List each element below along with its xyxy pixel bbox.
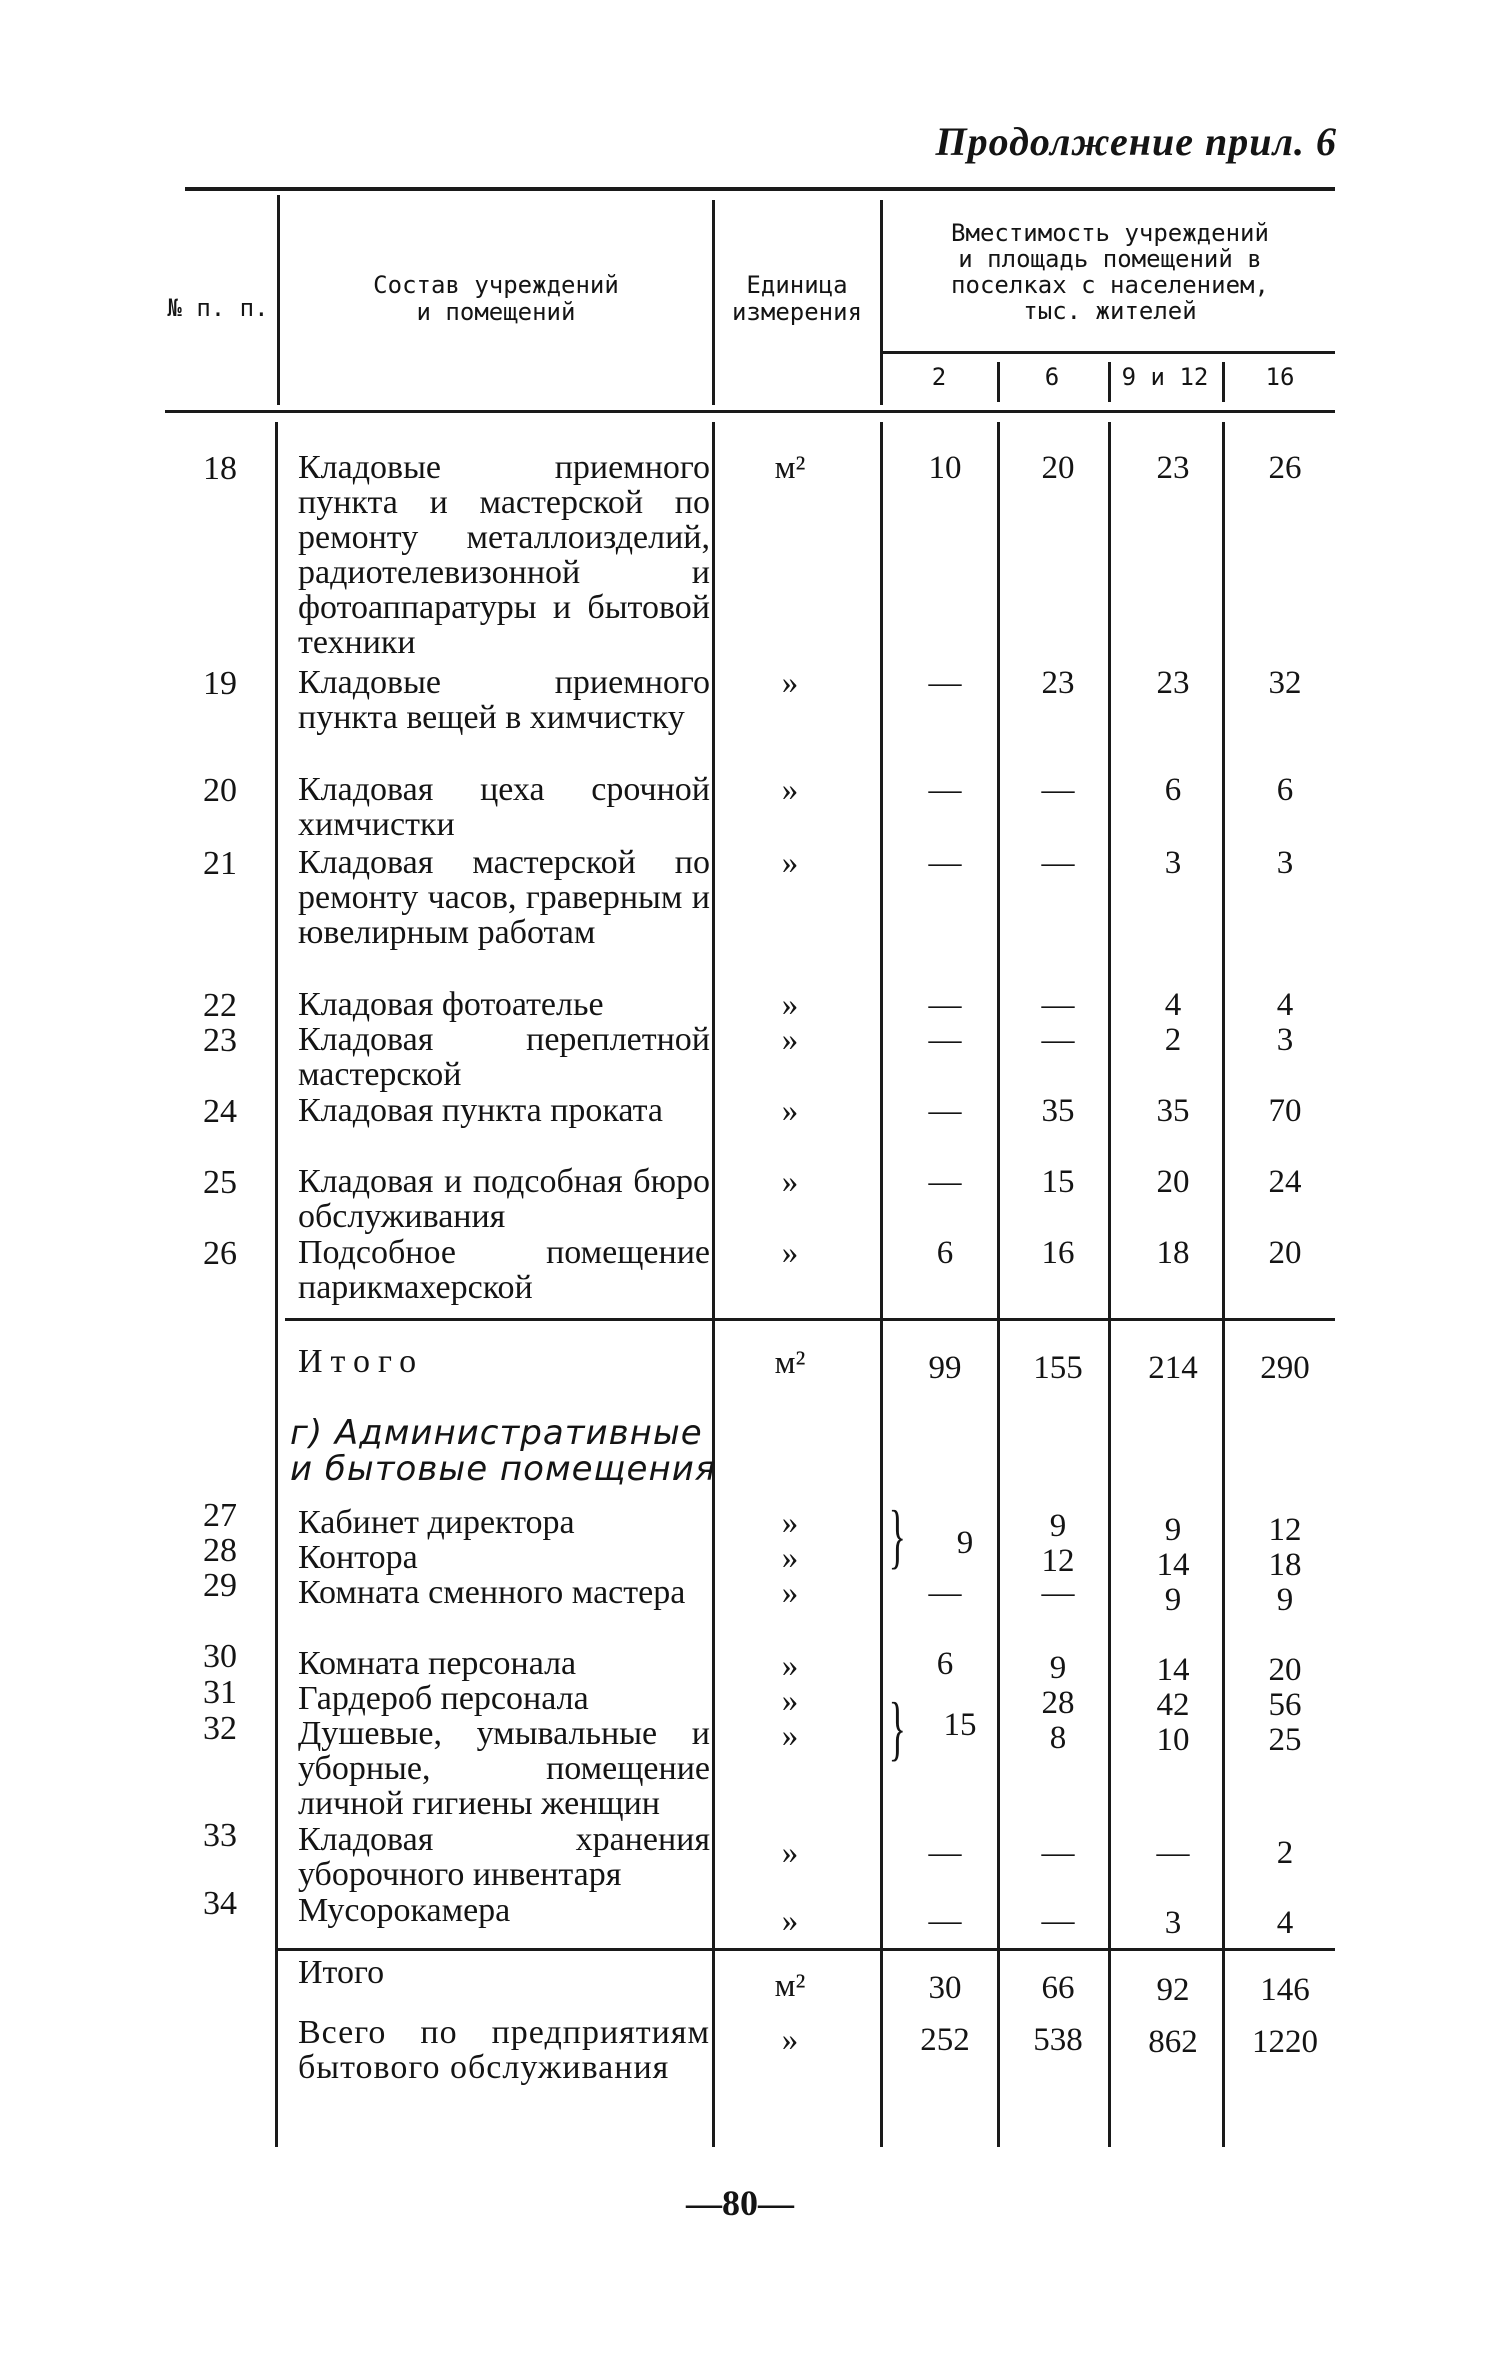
row-val-9-12: 23 xyxy=(1156,665,1190,701)
header-capacity-2: и площадь помещений в xyxy=(958,245,1262,273)
row-val-9-12: 4 xyxy=(1164,987,1182,1023)
row-val-6: 20 xyxy=(1041,450,1075,486)
row-val-9-12: 20 xyxy=(1156,1164,1190,1200)
row-val-6: 9 xyxy=(1049,1650,1067,1686)
row-num: 27 xyxy=(203,1497,237,1534)
row-val-16: 26 xyxy=(1268,450,1302,486)
row-val-6: 28 xyxy=(1041,1685,1075,1721)
grand-total-val-9-12: 862 xyxy=(1148,2024,1198,2060)
row-val-16: 2 xyxy=(1276,1835,1294,1871)
row-val-2: — xyxy=(928,1835,962,1871)
row-val-16: 12 xyxy=(1268,1512,1302,1548)
row-val-9-12: 14 xyxy=(1156,1652,1190,1688)
row-desc: Комната персонала xyxy=(298,1645,577,1682)
row-val-16: 6 xyxy=(1276,772,1294,808)
row-unit: » xyxy=(781,772,799,808)
row-val-16: 25 xyxy=(1268,1722,1302,1758)
row-val-6: — xyxy=(1041,772,1075,808)
row-val-9-12: 3 xyxy=(1164,1905,1182,1941)
row-unit: » xyxy=(781,987,799,1023)
total-g-rule xyxy=(275,1948,1335,1951)
row-val-6: — xyxy=(1041,1022,1075,1058)
brace-icon: } xyxy=(888,1496,906,1576)
total-val-6: 155 xyxy=(1033,1350,1083,1386)
row-desc: Кладовая хранения уборочного инвентаря xyxy=(298,1821,710,1893)
row-num: 30 xyxy=(203,1638,237,1675)
row-val-9-12: 35 xyxy=(1156,1093,1190,1129)
row-num: 19 xyxy=(203,665,237,702)
row-val-2: — xyxy=(928,987,962,1023)
row-desc: Гардероб персонала xyxy=(298,1680,589,1717)
row-val-9-12: 6 xyxy=(1164,772,1182,808)
row-val-9-12: 9 xyxy=(1164,1582,1182,1618)
row-desc: Кладовые приемного пункта вещей в химчистку xyxy=(298,664,710,736)
row-val-6: 15 xyxy=(1041,1164,1075,1200)
total-label: Итого xyxy=(298,1954,385,1991)
row-unit: » xyxy=(781,1093,799,1129)
capacity-header-rule xyxy=(882,351,1335,354)
row-desc: Душевые, умывальные и уборные, помещение личной гигиены женщин xyxy=(298,1715,710,1822)
row-unit: » xyxy=(781,1540,799,1576)
total-unit: м² xyxy=(774,1345,806,1381)
total-label: Итого xyxy=(298,1343,425,1380)
row-val-9-12: 2 xyxy=(1164,1022,1182,1058)
row-num: 31 xyxy=(203,1674,237,1711)
row-val-6: 23 xyxy=(1041,665,1075,701)
total-a-rule xyxy=(285,1318,1335,1321)
row-num: 32 xyxy=(203,1710,237,1747)
row-unit: м² xyxy=(774,450,806,486)
row-val-6: — xyxy=(1041,845,1075,881)
row-val-6: — xyxy=(1041,1903,1075,1939)
row-num: 29 xyxy=(203,1567,237,1604)
row-num: 23 xyxy=(203,1022,237,1059)
header-col-9-12: 9 и 12 xyxy=(1121,363,1209,391)
row-val-9-12: 14 xyxy=(1156,1547,1190,1583)
col-line-unit xyxy=(880,200,883,405)
header-capacity-1: Вместимость учреждений xyxy=(951,219,1269,247)
col-line-unit-body xyxy=(880,422,883,2147)
row-val-6: 9 xyxy=(1049,1508,1067,1544)
row-desc: Кладовая пункта проката xyxy=(298,1092,663,1129)
col-line-desc-body xyxy=(712,422,715,2147)
row-val-6: 16 xyxy=(1041,1235,1075,1271)
row-val-9-12: 3 xyxy=(1164,845,1182,881)
row-val-9-12: — xyxy=(1156,1835,1190,1871)
row-unit: » xyxy=(781,1903,799,1939)
row-val-16: 70 xyxy=(1268,1093,1302,1129)
row-val-2: — xyxy=(928,1093,962,1129)
grand-total-label: Всего по предприятиям бытового обслуживания xyxy=(298,2014,710,2086)
row-val-16: 4 xyxy=(1276,987,1294,1023)
row-val-6: — xyxy=(1041,1835,1075,1871)
row-val-6: 8 xyxy=(1049,1720,1067,1756)
header-capacity-4: тыс. жителей xyxy=(1023,297,1197,325)
brace-value-27-28: 9 xyxy=(956,1525,974,1561)
row-num: 24 xyxy=(203,1093,237,1130)
row-num: 22 xyxy=(203,987,237,1024)
row-val-6: — xyxy=(1041,1575,1075,1611)
total-val-2: 30 xyxy=(928,1970,962,2006)
row-num: 20 xyxy=(203,772,237,809)
row-desc: Кладовая фотоателье xyxy=(298,986,604,1023)
row-desc: Кладовая мастерской по ремонту часов, граверным и ювелирным работам xyxy=(298,844,710,951)
row-unit: » xyxy=(781,1835,799,1871)
row-val-16: 4 xyxy=(1276,1905,1294,1941)
row-unit: » xyxy=(781,1648,799,1684)
row-val-9-12: 42 xyxy=(1156,1687,1190,1723)
total-val-9-12: 214 xyxy=(1148,1350,1198,1386)
row-val-9-12: 9 xyxy=(1164,1512,1182,1548)
row-val-2: — xyxy=(928,1903,962,1939)
row-desc: Кладовые приемного пункта и мастерской по ремонту металлоизделий, радиотелевизонной и фотоаппаратуры и бытовой техники xyxy=(298,449,710,661)
total-unit: м² xyxy=(774,1968,806,2004)
row-val-2: 10 xyxy=(928,450,962,486)
row-val-2: — xyxy=(928,1164,962,1200)
row-val-16: 24 xyxy=(1268,1164,1302,1200)
row-val-16: 3 xyxy=(1276,845,1294,881)
col-line-num xyxy=(277,195,280,405)
row-desc: Контора xyxy=(298,1539,418,1576)
row-desc: Кладовая и подсобная бюро обслуживания xyxy=(298,1163,710,1235)
row-unit: » xyxy=(781,1575,799,1611)
row-unit: » xyxy=(781,1683,799,1719)
row-val-9-12: 23 xyxy=(1156,450,1190,486)
row-num: 25 xyxy=(203,1164,237,1201)
row-unit: » xyxy=(781,1718,799,1754)
row-desc: Мусорокамера xyxy=(298,1892,511,1929)
row-val-2: — xyxy=(928,665,962,701)
header-col-16: 16 xyxy=(1265,363,1295,391)
row-val-2: 6 xyxy=(936,1235,954,1271)
col-line-desc xyxy=(712,200,715,405)
header-bottom-rule xyxy=(165,410,1335,413)
row-val-6: — xyxy=(1041,987,1075,1023)
section-heading: г) Административные и бытовые помещения xyxy=(290,1413,717,1489)
row-unit: » xyxy=(781,845,799,881)
header-col-2: 2 xyxy=(931,363,947,391)
grand-total-val-2: 252 xyxy=(920,2022,970,2058)
total-val-6: 66 xyxy=(1041,1970,1075,2006)
total-val-16: 146 xyxy=(1260,1972,1310,2008)
running-head: Продолжение прил. 6 xyxy=(935,119,1337,164)
header-unit-2: измерения xyxy=(731,298,863,326)
row-val-6: 35 xyxy=(1041,1093,1075,1129)
row-val-2: — xyxy=(928,772,962,808)
row-unit: » xyxy=(781,665,799,701)
row-val-9-12: 10 xyxy=(1156,1722,1190,1758)
row-val-9-12: 18 xyxy=(1156,1235,1190,1271)
col-line-num-body xyxy=(275,422,278,2147)
row-val-2: 6 xyxy=(936,1646,954,1682)
brace-value-31-32: 15 xyxy=(943,1707,977,1743)
row-num: 33 xyxy=(203,1817,237,1854)
grand-total-val-6: 538 xyxy=(1033,2022,1083,2058)
row-val-16: 9 xyxy=(1276,1582,1294,1618)
row-unit: » xyxy=(781,1235,799,1271)
row-val-16: 32 xyxy=(1268,665,1302,701)
header-composition-2: и помещений xyxy=(416,298,576,326)
row-num: 21 xyxy=(203,845,237,882)
row-val-16: 20 xyxy=(1268,1652,1302,1688)
header-num: № п. п. xyxy=(167,294,269,322)
header-col-6: 6 xyxy=(1044,363,1060,391)
row-val-16: 20 xyxy=(1268,1235,1302,1271)
row-desc: Комната сменного мастера xyxy=(298,1574,686,1611)
row-num: 28 xyxy=(203,1532,237,1569)
row-unit: » xyxy=(781,1022,799,1058)
row-val-6: 12 xyxy=(1041,1543,1075,1579)
header-composition-1: Состав учреждений xyxy=(373,271,619,299)
row-val-2: — xyxy=(928,845,962,881)
row-unit: » xyxy=(781,1505,799,1541)
row-val-2: — xyxy=(928,1575,962,1611)
row-unit: » xyxy=(781,1164,799,1200)
row-num: 26 xyxy=(203,1235,237,1272)
row-desc: Кладовая переплетной мастерской xyxy=(298,1021,710,1093)
row-desc: Кабинет директора xyxy=(298,1504,575,1541)
table-top-rule xyxy=(185,187,1335,191)
row-desc: Кладовая цеха срочной химчистки xyxy=(298,771,710,843)
row-desc: Подсобное помещение парикмахерской xyxy=(298,1234,710,1306)
row-val-16: 56 xyxy=(1268,1687,1302,1723)
grand-total-unit: » xyxy=(781,2022,799,2058)
brace-icon: } xyxy=(888,1688,906,1768)
total-val-16: 290 xyxy=(1260,1350,1310,1386)
row-num: 18 xyxy=(203,450,237,487)
header-unit-1: Единица xyxy=(746,271,848,299)
header-capacity-3: поселках с населением, xyxy=(951,271,1269,299)
grand-total-val-16: 1220 xyxy=(1252,2024,1318,2060)
row-val-2: — xyxy=(928,1022,962,1058)
total-val-2: 99 xyxy=(928,1350,962,1386)
page-number: —80— xyxy=(686,2183,794,2223)
row-num: 34 xyxy=(203,1885,237,1922)
total-val-9-12: 92 xyxy=(1156,1972,1190,2008)
row-val-16: 18 xyxy=(1268,1547,1302,1583)
row-val-16: 3 xyxy=(1276,1022,1294,1058)
